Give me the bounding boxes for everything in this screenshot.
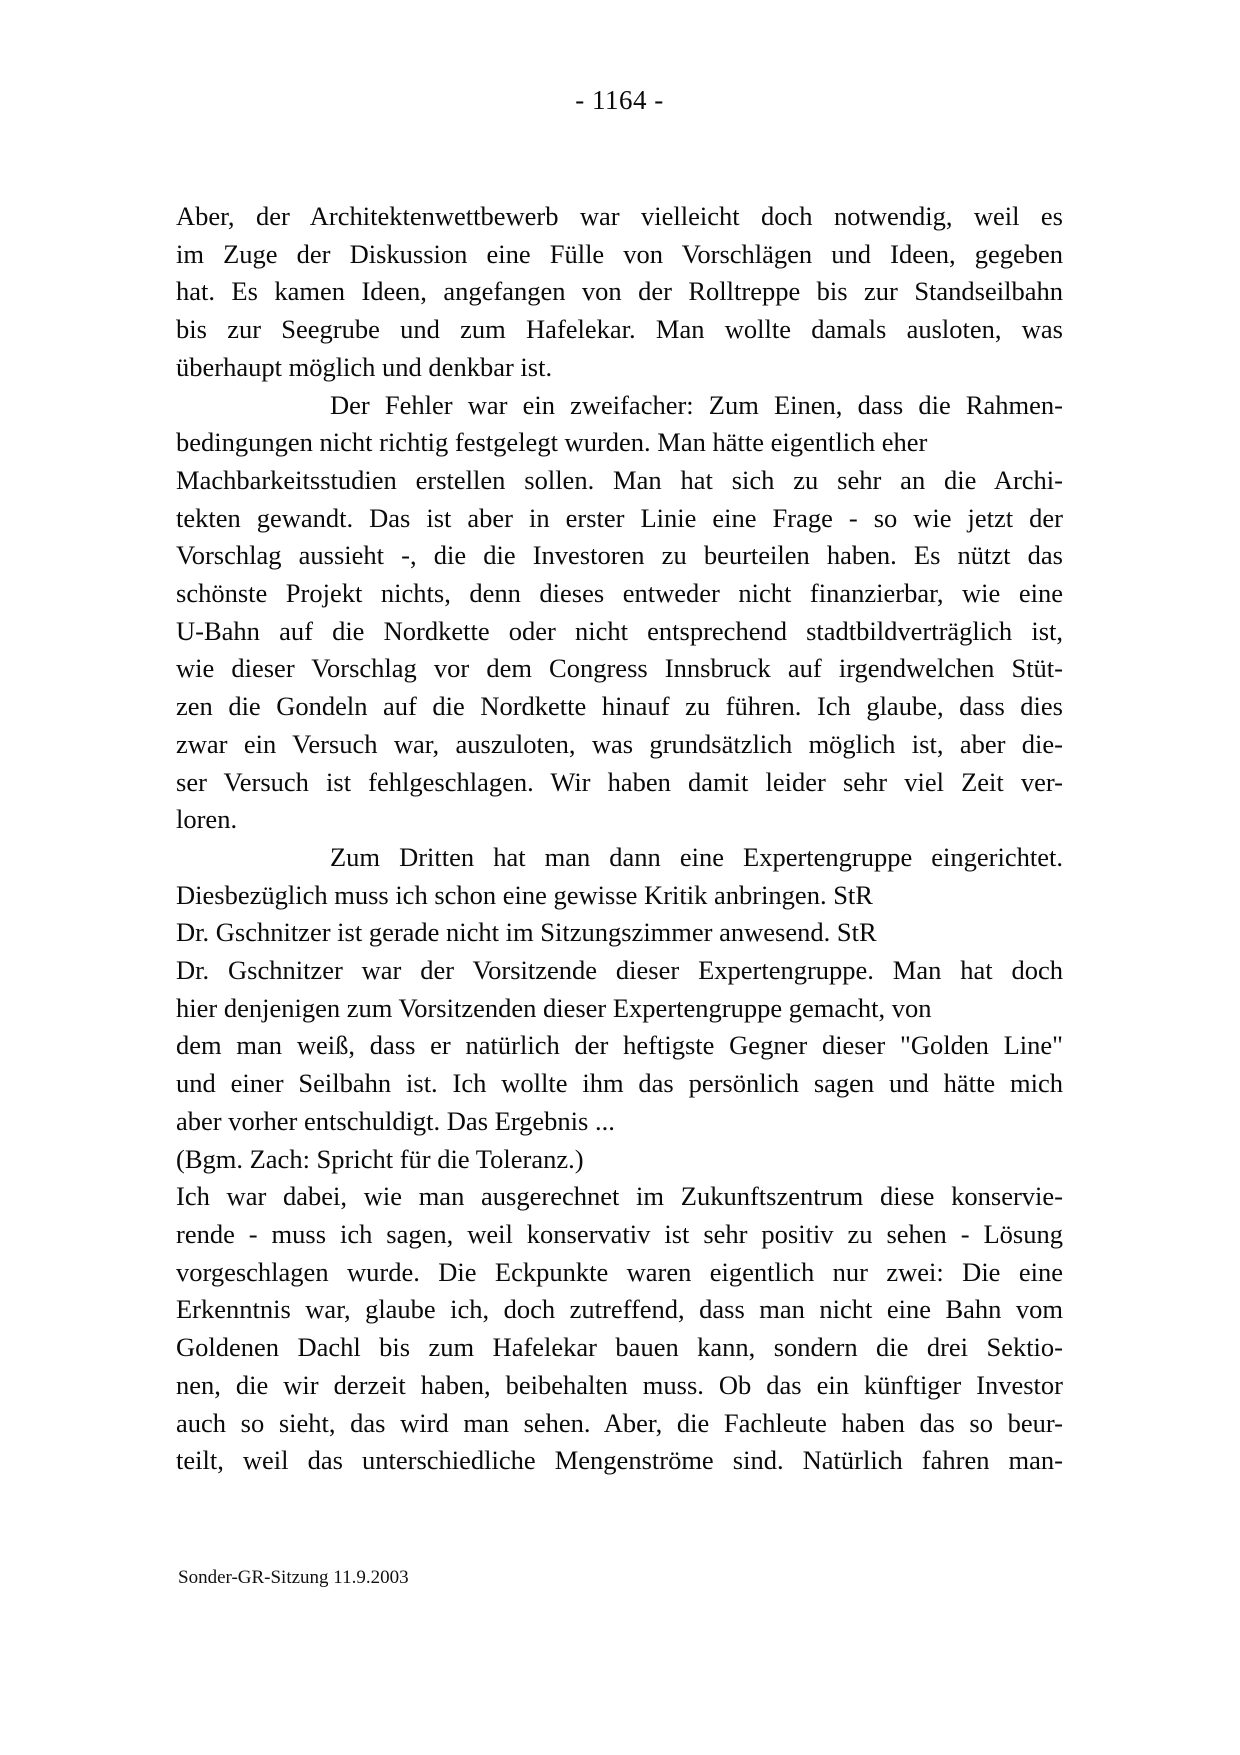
text-line: Aber, der Architektenwettbewerb war vielleicht doch notwendig, weil es bbox=[176, 201, 1063, 231]
text-line: vorgeschlagen wurde. Die Eckpunkte waren eigentlich nur zwei: Die eine bbox=[176, 1256, 1063, 1287]
text-line: rende - muss ich sagen, weil konservativ ist sehr positiv zu sehen - Lösung bbox=[176, 1218, 1063, 1249]
text-line: Machbarkeitsstudien erstellen sollen. Man hat sich zu sehr an die Archi- bbox=[176, 464, 1063, 495]
text-line: zwar ein Versuch war, auszuloten, was grundsätzlich möglich ist, aber die- bbox=[176, 728, 1063, 759]
text-line: Goldenen Dachl bis zum Hafelekar bauen kann, sondern die drei Sektio- bbox=[176, 1332, 1063, 1363]
text-line: aber vorher entschuldigt. Das Ergebnis ... bbox=[176, 1105, 615, 1136]
footer-session-label: Sonder-GR-Sitzung 11.9.2003 bbox=[178, 1567, 409, 1588]
text-line: schönste Projekt nichts, denn dieses entweder nicht finanzierbar, wie eine bbox=[176, 578, 1063, 609]
text-line: Dr. Gschnitzer war der Vorsitzende dieser Expertengruppe. Man hat doch bbox=[176, 955, 1063, 986]
text-line: hier denjenigen zum Vorsitzenden dieser Expertengruppe gemacht, von bbox=[176, 992, 932, 1023]
text-line: wie dieser Vorschlag vor dem Congress Innsbruck auf irgendwelchen Stüt- bbox=[176, 653, 1063, 684]
text-line: auch so sieht, das wird man sehen. Aber, die Fachleute haben das so beur- bbox=[176, 1407, 1063, 1438]
text-line: bis zur Seegrube und zum Hafelekar. Man wollte damals ausloten, was bbox=[176, 314, 1063, 345]
text-line: (Bgm. Zach: Spricht für die Toleranz.) bbox=[176, 1143, 584, 1174]
text-line: Dr. Gschnitzer ist gerade nicht im Sitzungszimmer anwesend. StR bbox=[176, 917, 877, 948]
text-line: Der Fehler war ein zweifacher: Zum Einen, dass die Rahmen- bbox=[330, 389, 1063, 420]
text-line: Ich war dabei, wie man ausgerechnet im Zukunftszentrum diese konservie- bbox=[176, 1181, 1063, 1212]
text-line: dem man weiß, dass er natürlich der heftigste Gegner dieser "Golden Line" bbox=[176, 1030, 1063, 1061]
text-line: Diesbezüglich muss ich schon eine gewisse Kritik anbringen. StR bbox=[176, 879, 873, 910]
text-line: U-Bahn auf die Nordkette oder nicht entsprechend stadtbildverträglich ist, bbox=[176, 615, 1063, 646]
text-line: zen die Gondeln auf die Nordkette hinauf zu führen. Ich glaube, dass dies bbox=[176, 691, 1063, 722]
page-number: - 1164 - bbox=[575, 85, 664, 115]
text-line: teilt, weil das unterschiedliche Mengenströme sind. Natürlich fahren man- bbox=[176, 1445, 1063, 1476]
body-text bbox=[176, 198, 1063, 1480]
text-line: Erkenntnis war, glaube ich, doch zutreffend, dass man nicht eine Bahn vom bbox=[176, 1294, 1063, 1325]
text-line: hat. Es kamen Ideen, angefangen von der Rolltreppe bis zur Standseilbahn bbox=[176, 276, 1063, 307]
text-line: ser Versuch ist fehlgeschlagen. Wir haben damit leider sehr viel Zeit ver- bbox=[176, 766, 1063, 797]
text-line: bedingungen nicht richtig festgelegt wurden. Man hätte eigentlich eher bbox=[176, 427, 928, 458]
text-line: nen, die wir derzeit haben, beibehalten muss. Ob das ein künftiger Investor bbox=[176, 1369, 1063, 1400]
text-line: Zum Dritten hat man dann eine Expertengruppe eingerichtet. bbox=[330, 841, 1063, 872]
text-line: im Zuge der Diskussion eine Fülle von Vorschlägen und Ideen, gegeben bbox=[176, 238, 1063, 269]
text-line: loren. bbox=[176, 804, 238, 835]
text-line: tekten gewandt. Das ist aber in erster Linie eine Frage - so wie jetzt der bbox=[176, 502, 1063, 533]
text-line: überhaupt möglich und denkbar ist. bbox=[176, 351, 553, 382]
text-line: Vorschlag aussieht -, die die Investoren zu beurteilen haben. Es nützt das bbox=[176, 540, 1063, 571]
text-line: und einer Seilbahn ist. Ich wollte ihm das persönlich sagen und hätte mich bbox=[176, 1068, 1063, 1099]
